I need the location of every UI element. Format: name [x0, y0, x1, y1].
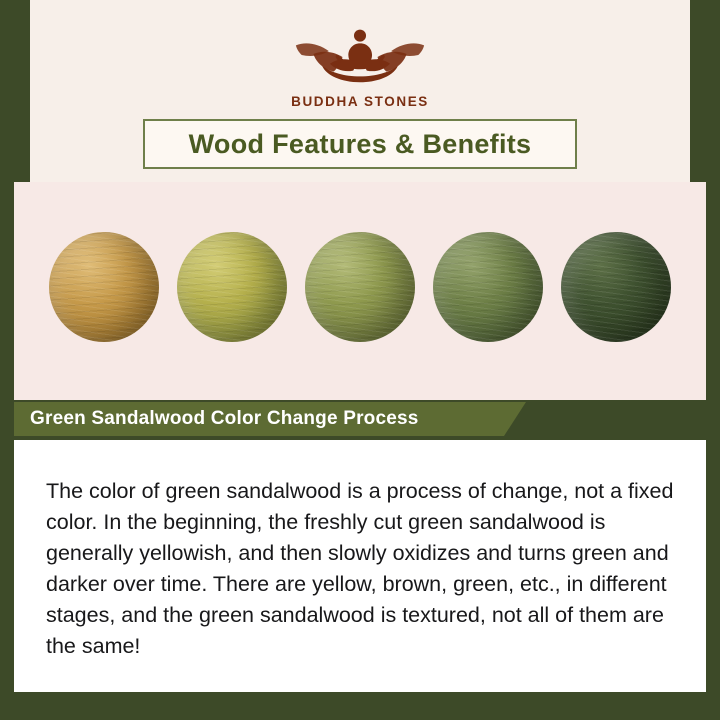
wood-grain-icon: [305, 232, 415, 342]
wood-swatch: [177, 232, 287, 342]
page-title: [143, 119, 577, 169]
wood-swatch: [433, 232, 543, 342]
wood-grain-icon: [433, 232, 543, 342]
lotus-meditation-icon: [280, 22, 440, 90]
wood-swatch: [561, 232, 671, 342]
swatch-band: [14, 182, 706, 400]
section-ribbon: [14, 402, 504, 436]
wood-grain-icon: [561, 232, 671, 342]
wood-swatch: [49, 232, 159, 342]
brand-logo: [280, 22, 440, 109]
header-band: [30, 0, 690, 182]
page-title-text: Wood Features & Benefits: [188, 128, 532, 159]
wood-grain-icon: [177, 232, 287, 342]
wood-grain-icon: [49, 232, 159, 342]
brand-name: BUDDHA STONES: [291, 94, 429, 109]
wood-swatch: [305, 232, 415, 342]
section-ribbon-title: Green Sandalwood Color Change Process: [30, 408, 419, 429]
body-card: [14, 440, 706, 692]
swatch-row: [14, 232, 706, 342]
body-paragraph: The color of green sandalwood is a process of change, not a fixed color. In the beginning, the freshly cut green sandalwood is generally yellowish, and then slowly oxidizes and turns green and darker over time. There are yellow, brown, green, etc., in different stages, and the green sandalwood is textured, not all of them are the same!: [46, 479, 674, 658]
